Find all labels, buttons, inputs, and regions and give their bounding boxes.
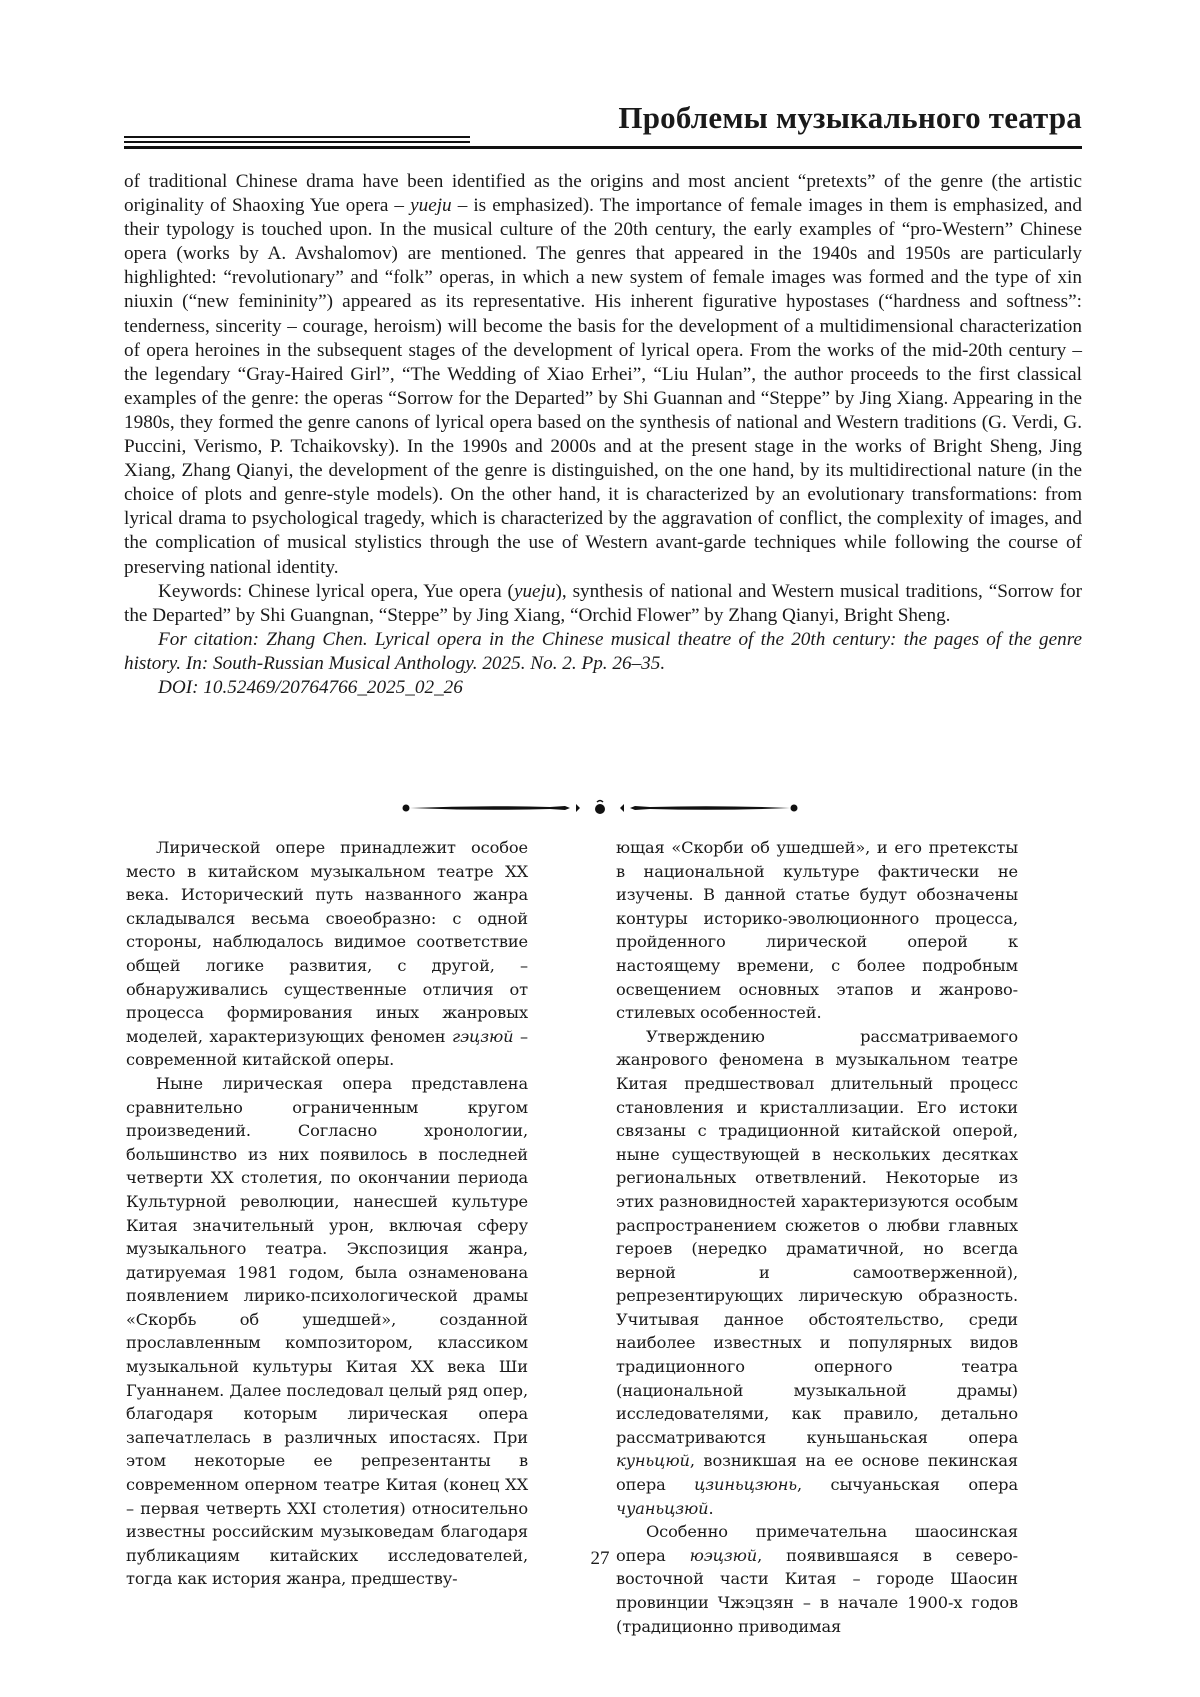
- abstract-keywords: Keywords: Chinese lyrical opera, Yue opera (yueju), synthesis of national and Western musical traditions, “Sorrow for the Departed” by Shi Guangnan, “Steppe” by Jing Xiang, “Orchid Flower” by Zhang Qianyi, Bright Sheng.: [124, 580, 1082, 626]
- abstract-citation: For citation: Zhang Chen. Lyrical opera in the Chinese musical theatre of the 20th century: the pages of the genre history. In: South-Russian Musical Anthology. 2025. No. 2. Pp. 26–35.: [124, 628, 1082, 674]
- header-rule-thin-top: [124, 136, 470, 138]
- article-paragraph: Особенно примечательна шаосинская опера юэцзюй, появившаяся в северо-восточной части Китая – городе Шаосин провинции Чжэцзян – в начале 1900-х годов (традиционно приводимая: [616, 1522, 1018, 1636]
- article-paragraph: Ныне лирическая опера представлена сравнительно ограниченным кругом произведений. Согласно хронологии, большинство из них появилось в последней четверти XX столетия, по окончании периода Культурной революции, нанесшей культуре Китая значительный урон, включая сферу музыкального театра. Экспозиция жанра, датируемая 1981 годом, была ознаменована появлением лирико-психологической драмы «Скорбь об ушедшей», созданной прославленным композитором, классиком музыкальной культуры Китая XX века Ши Гуаннанем. Далее последовал целый ряд опер, благодаря которым лирическая опера запечатлелась в различных ипостасях. При этом некоторые ее репрезентанты в современном оперном театре Китая (конец XX – первая четверть XXI столетия) относительно известны российским музыковедам благодаря публикациям китайских исследователей, тогда как история жанра, предшеству-: [126, 1073, 528, 1589]
- article-paragraph: Утверждению рассматриваемого жанрового феномена в музыкальном театре Китая предшествовал длительный процесс становления и кристаллизации. Его истоки связаны с традиционной китайской оперой, ныне существующей в нескольких десятках региональных ответвлений. Некоторые из этих разновидностей характеризуются особым распространением сюжетов о любви главных героев (нередко драматичной, но всегда верной и самоотверженной), репрезентирующих лирическую образность. Учитывая данное обстоятельство, среди наиболее известных и популярных видов традиционного оперного театра (национальной музыкальной драмы) исследователями, как правило, детально рассматриваются куньшаньская опера куньцюй, возникшая на ее основе пекинская опера цзиньцзюнь, сычуаньская опера чуаньцзюй.: [616, 1026, 1018, 1518]
- header-rule-thick: [124, 146, 1082, 149]
- section-divider-ornament: [400, 798, 800, 818]
- page-number: 27: [590, 1548, 610, 1569]
- english-abstract: [124, 170, 1082, 700]
- article-paragraph: Лирической опере принадлежит особое место в китайском музыкальном театре XX века. Исторический путь названного жанра складывался весьма своеобразно: с одной стороны, наблюдалось видимое соответствие общей логике развития, с другой, – обнаруживались существенные отличия от процесса формирования иных жанровых моделей, характеризующих феномен гэцзюй – современной китайской оперы.: [126, 838, 528, 1070]
- abstract-body: of traditional Chinese drama have been identified as the origins and most ancient “pretexts” of the genre (the artistic originality of Shaoxing Yue opera – yueju – is emphasized). The importance of female images in them is emphasized, and their typology is touched upon. In the musical culture of the 20th century, the early examples of “pro-Western” Chinese opera (works by A. Avshalomov) are mentioned. The genres that appeared in the 1940s and 1950s are particularly highlighted: “revolutionary” and “folk” operas, in which a new system of female images was formed and the type of xin niuxin (“new femininity”) appeared as its representative. His inherent figurative hypostases (“hardness and softness”: tenderness, sincerity – courage, heroism) will become the basis for the development of a multidimensional characterization of opera heroines in the subsequent stages of the development of lyrical opera. From the works of the mid-20th century – the legendary “Gray-Haired Girl”, “The Wedding of Xiao Erhei”, “Liu Hulan”, the author proceeds to the first classical examples of the genre: the operas “Sorrow for the Departed” by Shi Guannan and “Steppe” by Jing Xiang. Appearing in the 1980s, they formed the genre canons of lyrical opera based on the synthesis of national and Western traditions (G. Verdi, G. Puccini, Verismo, P. Tchaikovsky). In the 1990s and 2000s and at the present stage in the works of Bright Sheng, Jing Xiang, Zhang Qianyi, the development of the genre is distinguished, on the one hand, by its multidirectional nature (in the choice of plots and genre-style models). On the other hand, it is characterized by an evolutionary transformations: from lyrical drama to psychological tragedy, which is characterized by the aggravation of conflict, the complexity of images, and the complication of musical stylistics through the use of Western avant-garde techniques while following the course of preserving national identity.: [124, 171, 1082, 578]
- abstract-doi: DOI: 10.52469/20764766_2025_02_26: [158, 676, 463, 698]
- article-column-right: [616, 836, 1018, 1638]
- header-rule-thin-bottom: [124, 141, 470, 143]
- article-paragraph: ющая «Скорби об ушедшей», и его претексты в национальной культуре фактически не изучены. В данной статье будут обозначены контуры историко-эволюционного процесса, пройденного лирической оперой к настоящему времени, с более подробным освещением основных этапов и жанрово-стилевых особенностей.: [616, 838, 1018, 1023]
- article-column-left: [126, 836, 528, 1591]
- running-header-title: Проблемы музыкального театра: [618, 100, 1082, 135]
